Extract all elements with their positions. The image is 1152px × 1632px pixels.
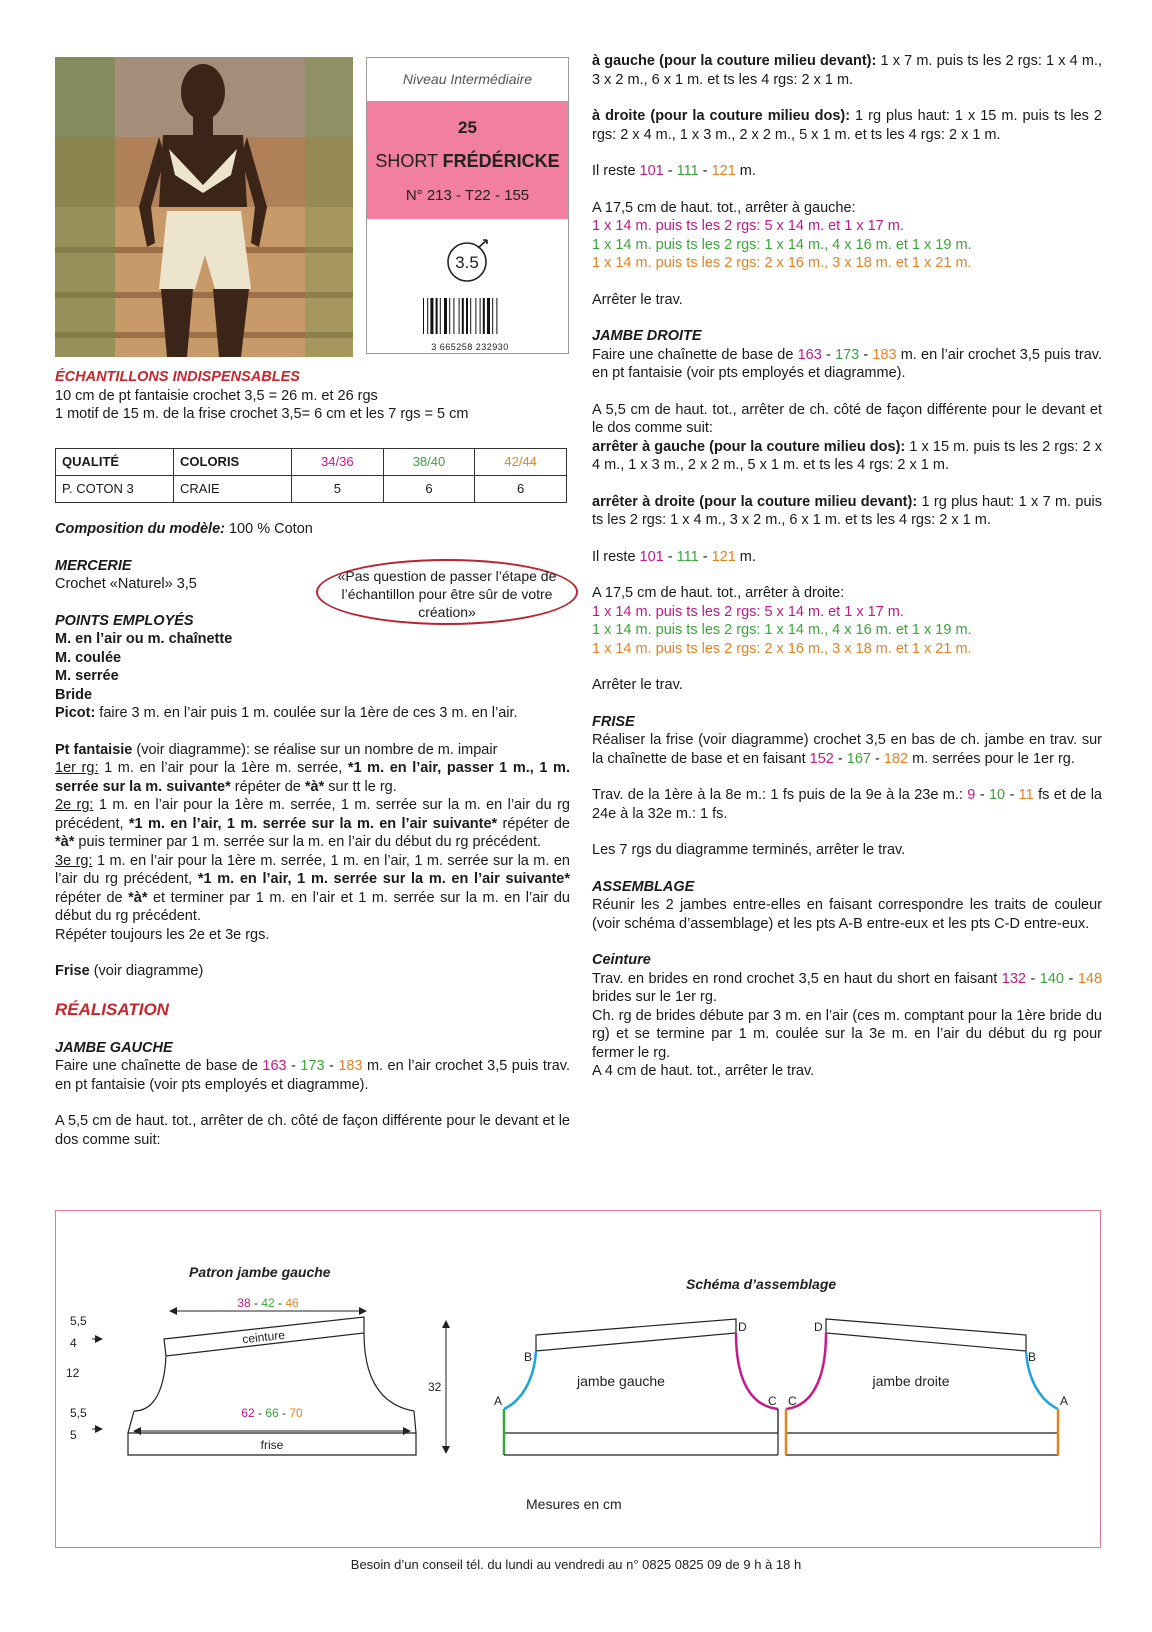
assemblage-title: ASSEMBLAGE <box>592 878 695 895</box>
barcode-bar <box>492 298 493 334</box>
point-d-right: D <box>814 1320 823 1334</box>
height-5-5-bottom: 5,5 <box>70 1406 87 1420</box>
jambe-droite-right-shaping: arrêter à droite (pour la couture milieu devant): 1 rg plus haut: 1 x 7 m. puis ts les 2 rgs: 1 x 4 m., 3 x 2 m., 6 x 1 m. et ts les 4 rgs: 2 x 1 m. <box>592 493 1102 528</box>
table-cell-size-2: 6 <box>383 476 475 503</box>
barcode-bar <box>453 298 454 334</box>
crotch-curve-left <box>134 1356 166 1411</box>
mercerie-line: Crochet «Naturel» 3,5 <box>55 576 197 592</box>
jambe-droite-left-shaping: arrêter à gauche (pour la couture milieu dos): 1 x 15 m. puis ts les 2 rgs: 2 x 4 m., 1 x 3 m., 2 x 2 m., 5 x 1 m. et ts les 4 rgs: 2 x 1 m. <box>592 438 1103 473</box>
table-row <box>56 476 567 503</box>
table-cell-size-1: 5 <box>292 476 384 503</box>
assemblage-text: Réunir les 2 jambes entre-elles en faisant correspondre les traits de couleur (voir schéma d’assemblage) et les pts A-B entre-eux et les pts C-D entre-eux. <box>592 897 1102 932</box>
units-label: Mesures en cm <box>526 1496 622 1512</box>
table-cell-size-3: 6 <box>475 476 567 503</box>
table-header-size-1: 34/36 <box>292 449 384 476</box>
difficulty-level: Niveau Intermédiaire <box>402 71 533 87</box>
jambe-droite-title: JAMBE DROITE <box>592 328 702 344</box>
barcode-bar <box>480 298 481 334</box>
point-c-right: C <box>788 1394 797 1408</box>
jambe-droite-stop-size-1: 1 x 14 m. puis ts les 2 rgs: 5 x 14 m. et 1 x 17 m. <box>592 603 904 620</box>
barcode-bar <box>423 298 424 334</box>
table-header-size-3: 42/44 <box>475 449 567 476</box>
frise-title: FRISE <box>592 713 635 730</box>
ceinture-p3: A 4 cm de haut. tot., arrêter le trav. <box>592 1063 815 1079</box>
photo-illustration <box>55 57 353 357</box>
barcode-bar <box>466 298 468 334</box>
samples-title: ÉCHANTILLONS INDISPENSABLES <box>55 369 300 385</box>
frise-point: Frise (voir diagramme) <box>55 963 204 979</box>
samples-line-1: 10 cm de pt fantaisie crochet 3,5 = 26 m. et 26 rgs <box>55 387 378 404</box>
barcode-bar <box>430 298 433 334</box>
points-title: POINTS EMPLOYÉS <box>55 612 194 629</box>
barcode-bar <box>470 298 471 334</box>
pattern-reference: N° 213 - T22 - 155 <box>405 187 530 204</box>
barcode-number: 3 665258 232930 <box>431 342 509 352</box>
footer-help-line: Besoin d’un conseil tél. du lundi au vendredi au n° 0825 0825 09 de 9 h à 18 h <box>350 1557 802 1572</box>
jambe-droite-end: Arrêter le trav. <box>592 677 683 693</box>
frise-p1: Réaliser la frise (voir diagramme) crochet 3,5 en bas de ch. jambe en trav. sur la chaînette de base et en faisant 152 - 167 - 182 m. serrées pour le 1er rg. <box>592 732 1102 767</box>
height-5-5-top: 5,5 <box>70 1314 87 1328</box>
schema-right-ceinture <box>826 1319 1026 1351</box>
table-cell-color: CRAIE <box>174 476 292 503</box>
pattern-number: 25 <box>458 118 477 137</box>
barcode-bar <box>440 298 441 334</box>
pattern-title-band <box>367 101 568 219</box>
height-4: 4 <box>70 1336 77 1350</box>
jambe-droite-p2: A 5,5 cm de haut. tot., arrêter de ch. côté de façon différente pour le devant et le dos comme suit: <box>592 401 1102 436</box>
callout-oval: «Pas question de passer l’étape de l’échantillon pour être sûr de votre création» <box>316 559 578 625</box>
pattern-info-box <box>366 57 569 354</box>
table-header-color: COLORIS <box>174 449 292 476</box>
frise-label: frise <box>260 1438 284 1452</box>
ceinture-title: Ceinture <box>592 952 651 968</box>
frise-p2: Trav. de la 1ère à la 8e m.: 1 fs puis de la 9e à la 23e m.: 9 - 10 - 11 fs et de la 24e à la 32e m.: 1 fs. <box>592 787 1102 822</box>
barcode-bar <box>483 298 485 334</box>
diagram-svg <box>56 1211 1100 1547</box>
barcode-bar <box>496 298 497 334</box>
jambe-gauche-right-shaping: à droite (pour la couture milieu dos): 1 rg plus haut: 1 x 15 m. puis ts les 2 rgs: 2 x 4 m., 1 x 3 m., 2 x 2 m., 5 x 1 m. et ts les 4 rgs: 2 x 1 m. <box>592 108 1102 143</box>
height-12: 12 <box>66 1366 80 1380</box>
table-header-quality: QUALITÉ <box>56 449 174 476</box>
point-b-right: B <box>1028 1350 1037 1364</box>
schema-left-ceinture <box>536 1319 736 1351</box>
picot: Picot: faire 3 m. en l’air puis 1 m. coulée sur la 1ère de ces 3 m. en l’air. <box>55 705 518 721</box>
jambe-droite-p1: Faire une chaînette de base de 163 - 173 - 183 m. en l’air crochet 3,5 puis trav. en pt fantaisie (voir pts employés et diagramme). <box>592 346 1102 381</box>
point-a-right: A <box>1060 1394 1069 1408</box>
point-item: M. coulée <box>55 649 122 666</box>
point-item: M. en l’air ou m. chaînette <box>55 631 233 647</box>
point-b-left: B <box>524 1350 533 1364</box>
fantaisie-repeat: Répéter toujours les 2e et 3e rgs. <box>55 926 270 943</box>
schema-left-label: jambe gauche <box>577 1373 665 1389</box>
jambe-gauche-remaining: Il reste 101 - 111 - 121 m. <box>592 163 756 179</box>
top-width-label: 38 - 42 - 46 <box>237 1296 299 1310</box>
crochet-hook-icon <box>445 238 491 284</box>
pattern-title-name: FRÉDÉRICKE <box>442 151 560 171</box>
height-5: 5 <box>70 1428 77 1442</box>
right-column <box>592 52 1102 1081</box>
pattern-title: SHORT FRÉDÉRICKE <box>375 151 560 171</box>
jambe-droite-remaining: Il reste 101 - 111 - 121 m. <box>592 548 756 565</box>
patron-title: Patron jambe gauche <box>189 1264 331 1280</box>
crotch-curve-right <box>364 1333 414 1411</box>
jambe-gauche-stop-size-3: 1 x 14 m. puis ts les 2 rgs: 2 x 16 m., 3 x 18 m. et 1 x 21 m. <box>592 255 972 271</box>
mid-width-label: 62 - 66 - 70 <box>241 1406 303 1420</box>
schema-title: Schéma d’assemblage <box>686 1276 837 1292</box>
point-d-left: D <box>738 1320 747 1334</box>
ceinture-label: ceinture <box>241 1327 286 1347</box>
realisation-title: RÉALISATION <box>55 999 169 1019</box>
ceinture-p2: Ch. rg de brides débute par 3 m. en l’air (ces m. comptant pour la 1ère bride du rg) et se termine par 1 m. coulée sur la 3e m. en l’air du début du rg pour fermer le rg. <box>592 1007 1102 1061</box>
point-c-left: C <box>768 1394 777 1408</box>
yarn-table-header <box>56 449 567 476</box>
model-photo <box>55 57 353 357</box>
barcode-bar <box>487 298 490 334</box>
jambe-droite-stop-size-2: 1 x 14 m. puis ts les 2 rgs: 1 x 14 m., 4 x 16 m. et 1 x 19 m. <box>592 622 972 638</box>
jambe-gauche-stop-size-1: 1 x 14 m. puis ts les 2 rgs: 5 x 14 m. et 1 x 17 m. <box>592 218 904 234</box>
jambe-gauche-end: Arrêter le trav. <box>592 291 683 308</box>
diagram-panel <box>55 1210 1101 1548</box>
barcode-bar <box>459 298 460 334</box>
barcode-bar <box>427 298 428 334</box>
jambe-droite-stop-size-3: 1 x 14 m. puis ts les 2 rgs: 2 x 16 m., 3 x 18 m. et 1 x 21 m. <box>592 640 972 657</box>
fantaisie-row-2: 2e rg: 1 m. en l’air pour la 1ère m. serrée, 1 m. serrée sur la m. en l’air du rg précédent, *1 m. en l’air, 1 m. serrée sur la m. en l’air suivante* répéter de *à* puis terminer par 1 m. serrée sur la m. en l’air du début du rg précédent. <box>55 797 570 850</box>
samples-line-2: 1 motif de 15 m. de la frise crochet 3,5= 6 cm et les 7 rgs = 5 cm <box>55 406 469 422</box>
fantaisie-intro: Pt fantaisie (voir diagramme): se réalise sur un nombre de m. impair <box>55 741 498 758</box>
jambe-gauche-left-shaping: à gauche (pour la couture milieu devant): 1 x 7 m. puis ts les 2 rgs: 1 x 4 m., 3 x 2 m., 6 x 1 m. et ts les 4 rgs: 2 x 1 m. <box>592 53 1102 88</box>
barcode-bar <box>475 298 476 334</box>
frise-p3: Les 7 rgs du diagramme terminés, arrêter le trav. <box>592 842 906 858</box>
barcode-bar <box>449 298 450 334</box>
jambe-gauche-p2: A 5,5 cm de haut. tot., arrêter de ch. côté de façon différente pour le devant et le dos comme suit: <box>55 1113 570 1148</box>
schema-right-label: jambe droite <box>872 1373 950 1389</box>
composition: Composition du modèle: 100 % Coton <box>55 521 313 537</box>
fantaisie-row-1: 1er rg: 1 m. en l’air pour la 1ère m. serrée, *1 m. en l’air, passer 1 m., 1 m. serrée sur la m. suivante* répéter de *à* sur tt le rg. <box>55 760 570 795</box>
barcode-icon <box>421 298 517 336</box>
table-header-size-2: 38/40 <box>383 449 475 476</box>
jambe-gauche-stop-size-2: 1 x 14 m. puis ts les 2 rgs: 1 x 14 m., 4 x 16 m. et 1 x 19 m. <box>592 236 972 253</box>
jambe-gauche-p1: Faire une chaînette de base de 163 - 173 - 183 m. en l’air crochet 3,5 puis trav. en pt fantaisie (voir pts employés et diagramme). <box>55 1058 570 1093</box>
point-item: M. serrée <box>55 668 119 684</box>
mercerie-title: MERCERIE <box>55 557 132 574</box>
barcode-bar <box>462 298 464 334</box>
barcode-bar <box>444 298 447 334</box>
jambe-droite-stop-intro: A 17,5 cm de haut. tot., arrêter à droite: <box>592 585 845 601</box>
fantaisie-row-3: 3e rg: 1 m. en l’air pour la 1ère m. serrée, 1 m. en l’air, 1 m. serrée sur la m. en l’air du rg précédent, *1 m. en l’air, 1 m. serrée sur la m. en l’air suivante* répéter de *à* et terminer par 1 m. en l’air et 1 m. serrée sur la m. en l’air du début du rg précédent. <box>55 852 570 924</box>
jambe-gauche-stop-intro: A 17,5 cm de haut. tot., arrêter à gauche: <box>592 199 856 216</box>
left-column <box>55 368 570 424</box>
yarn-table <box>55 448 567 503</box>
point-item: Bride <box>55 686 93 703</box>
ceinture-p1: Trav. en brides en rond crochet 3,5 en haut du short en faisant 132 - 140 - 148 brides sur le 1er rg. <box>592 970 1103 1005</box>
hook-size: 3.5 <box>455 253 479 272</box>
table-cell-quality: P. COTON 3 <box>56 476 174 503</box>
height-32: 32 <box>428 1380 442 1394</box>
point-a-left: A <box>494 1394 503 1408</box>
barcode-bar <box>436 298 438 334</box>
jambe-gauche-title: JAMBE GAUCHE <box>55 1039 173 1056</box>
